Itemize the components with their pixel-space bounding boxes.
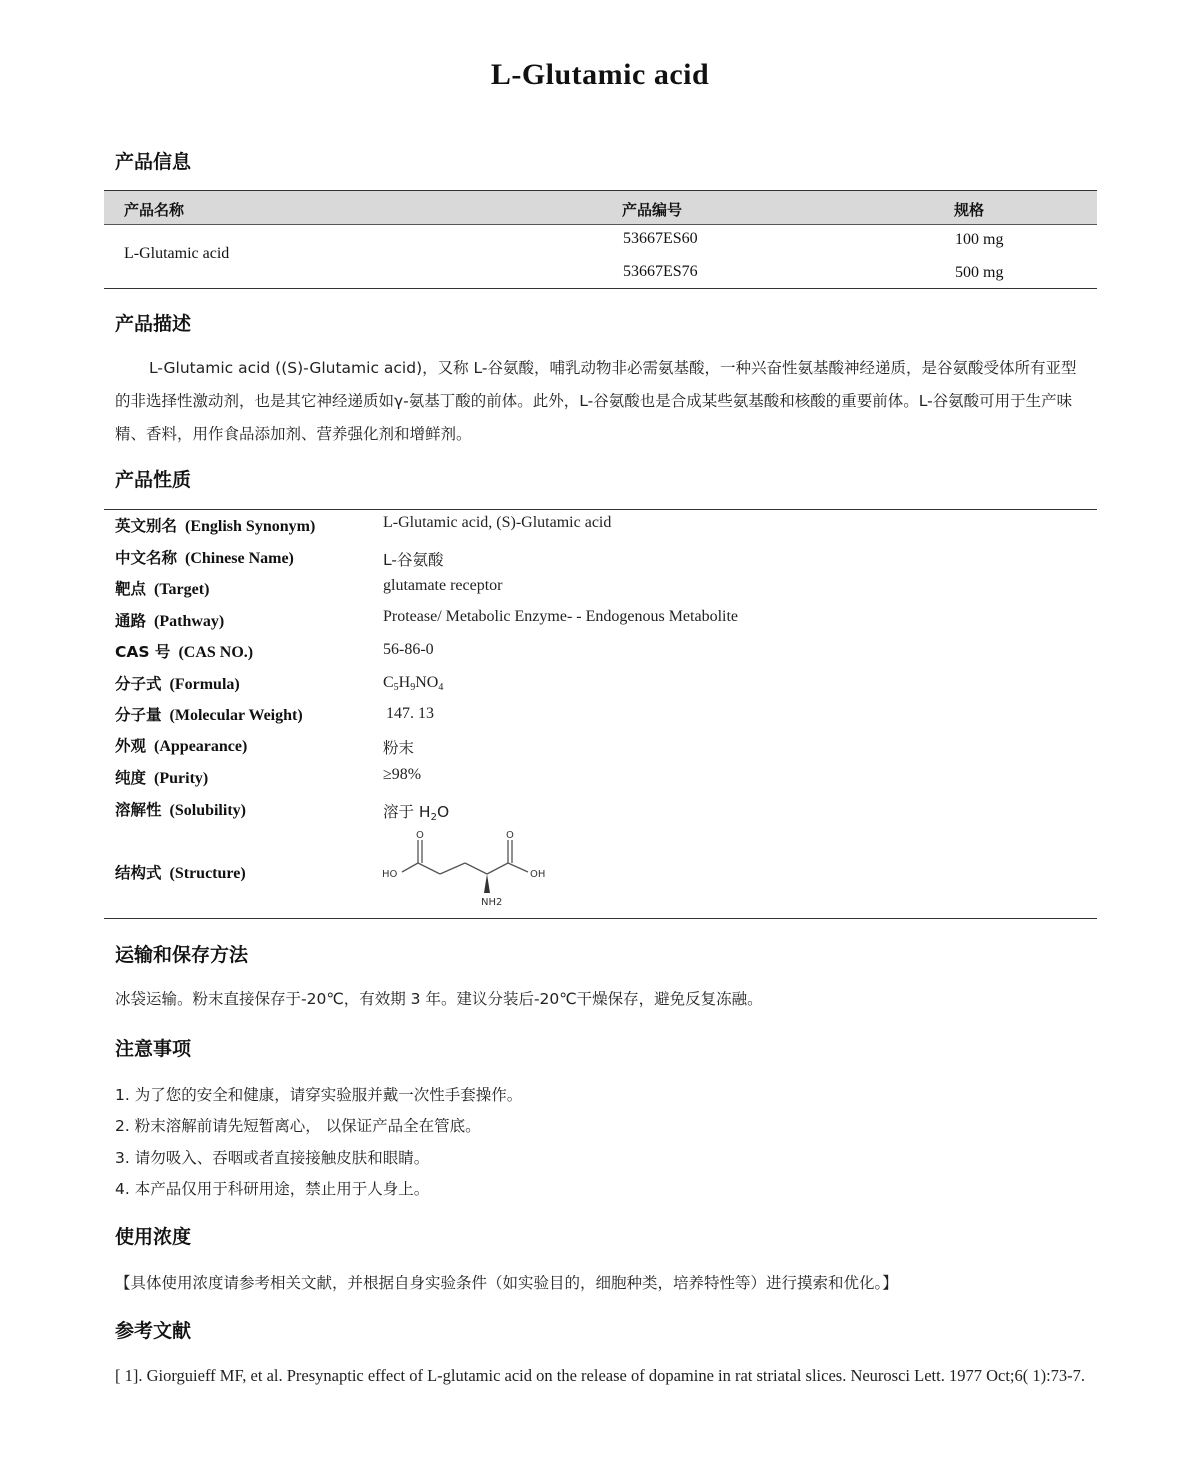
structure-label-o1: O [416,830,424,841]
property-label: 外观 (Appearance) [115,737,248,755]
note-item: 3. 请勿吸入、吞咽或者直接接触皮肤和眼睛。 [115,1149,430,1167]
properties-bottom-rule [104,918,1097,919]
property-value-purity: ≥98% [383,766,422,783]
section-heading-references: 参考文献 [115,1320,192,1342]
description-paragraph: L-Glutamic acid ((S)-Glutamic acid)，又称 L-谷氨酸，哺乳动物非必需氨基酸，一种兴奋性氨基酸神经递质，是谷氨酸受体所有亚型的非选择性激动剂，也是其它神经递质如γ-氨基丁酸的前体。此外，L-谷氨酸也是合成某些氨基酸和核酸的重要前体。L-谷氨酸可用于生产味精、香料，用作食品添加剂、营养强化剂和增鲜剂。 [115,359,1077,443]
property-label: 英文别名 (English Synonym) [115,517,316,535]
property-label: 结构式 (Structure) [115,864,246,882]
property-value-appearance: 粉末 [383,739,415,757]
structure-label-ho: HO [382,869,398,880]
property-label: 分子量 (Molecular Weight) [115,706,303,724]
property-value-formula: $C_5H_9NO_4$ [383,674,444,693]
property-value-english-synonym: L-Glutamic acid, (S)-Glutamic acid [383,514,612,531]
section-heading-description: 产品描述 [115,313,192,335]
note-item: 4. 本产品仅用于科研用途，禁止用于人身上。 [115,1180,430,1198]
note-item: 1. 为了您的安全和健康，请穿实验服并戴一次性手套操作。 [115,1086,523,1104]
section-heading-storage: 运输和保存方法 [115,944,249,966]
product-name-cell: L-Glutamic acid [124,245,230,262]
properties-top-rule [104,509,1097,510]
storage-text: 冰袋运输。粉末直接保存于-20℃，有效期 3 年。建议分装后-20℃干燥保存，避免反复冻融。 [115,990,763,1008]
property-label: CAS 号 (CAS NO.) [115,643,254,661]
product-code-cell: 53667ES60 [623,230,698,247]
property-label: 靶点 (Target) [115,580,210,598]
product-table-header [104,190,1097,225]
property-label: 纯度 (Purity) [115,769,209,787]
page-title: L-Glutamic acid [490,58,710,91]
property-label: 通路 (Pathway) [115,612,225,630]
section-heading-notes: 注意事项 [115,1038,192,1060]
concentration-text: 【具体使用浓度请参考相关文献，并根据自身实验条件（如实验目的，细胞种类，培养特性等）进行摸索和优化。】 [115,1274,898,1292]
property-value-chinese-name: L-谷氨酸 [383,551,444,569]
property-label: 分子式 (Formula) [115,675,240,693]
property-value-pathway: Protease/ Metabolic Enzyme- - Endogenous Metabolite [383,608,739,625]
structure-label-nh2: NH2 [481,897,503,908]
header-product-code: 产品编号 [622,201,683,219]
reference-item: [ 1]. Giorguieff MF, et al. Presynaptic effect of L-glutamic acid on the release of dopamine in rat striatal slices. Neurosci Lett. 1977 Oct;6( 1):73-7. [115,1366,1086,1385]
section-heading-product-info: 产品信息 [115,151,192,173]
structure-label-oh: OH [530,869,546,880]
product-code-cell: 53667ES76 [623,263,698,280]
property-value-cas: 56-86-0 [383,641,434,658]
product-spec-cell: 100 mg [955,231,1004,248]
header-product-name: 产品名称 [124,201,185,219]
structure-diagram [380,826,560,912]
property-label: 中文名称 (Chinese Name) [115,549,294,567]
structure-label-o2: O [506,830,514,841]
property-value-target: glutamate receptor [383,577,503,594]
section-heading-properties: 产品性质 [115,469,192,491]
header-spec: 规格 [954,201,985,219]
product-spec-cell: 500 mg [955,264,1004,281]
note-item: 2. 粉末溶解前请先短暂离心， 以保证产品全在管底。 [115,1117,481,1135]
property-value-molecular-weight: 147. 13 [386,705,434,722]
section-heading-concentration: 使用浓度 [115,1226,192,1248]
property-value-solubility: 溶于 $H_2O$ [383,803,450,823]
property-label: 溶解性 (Solubility) [115,801,246,819]
table-bottom-rule [104,288,1097,289]
